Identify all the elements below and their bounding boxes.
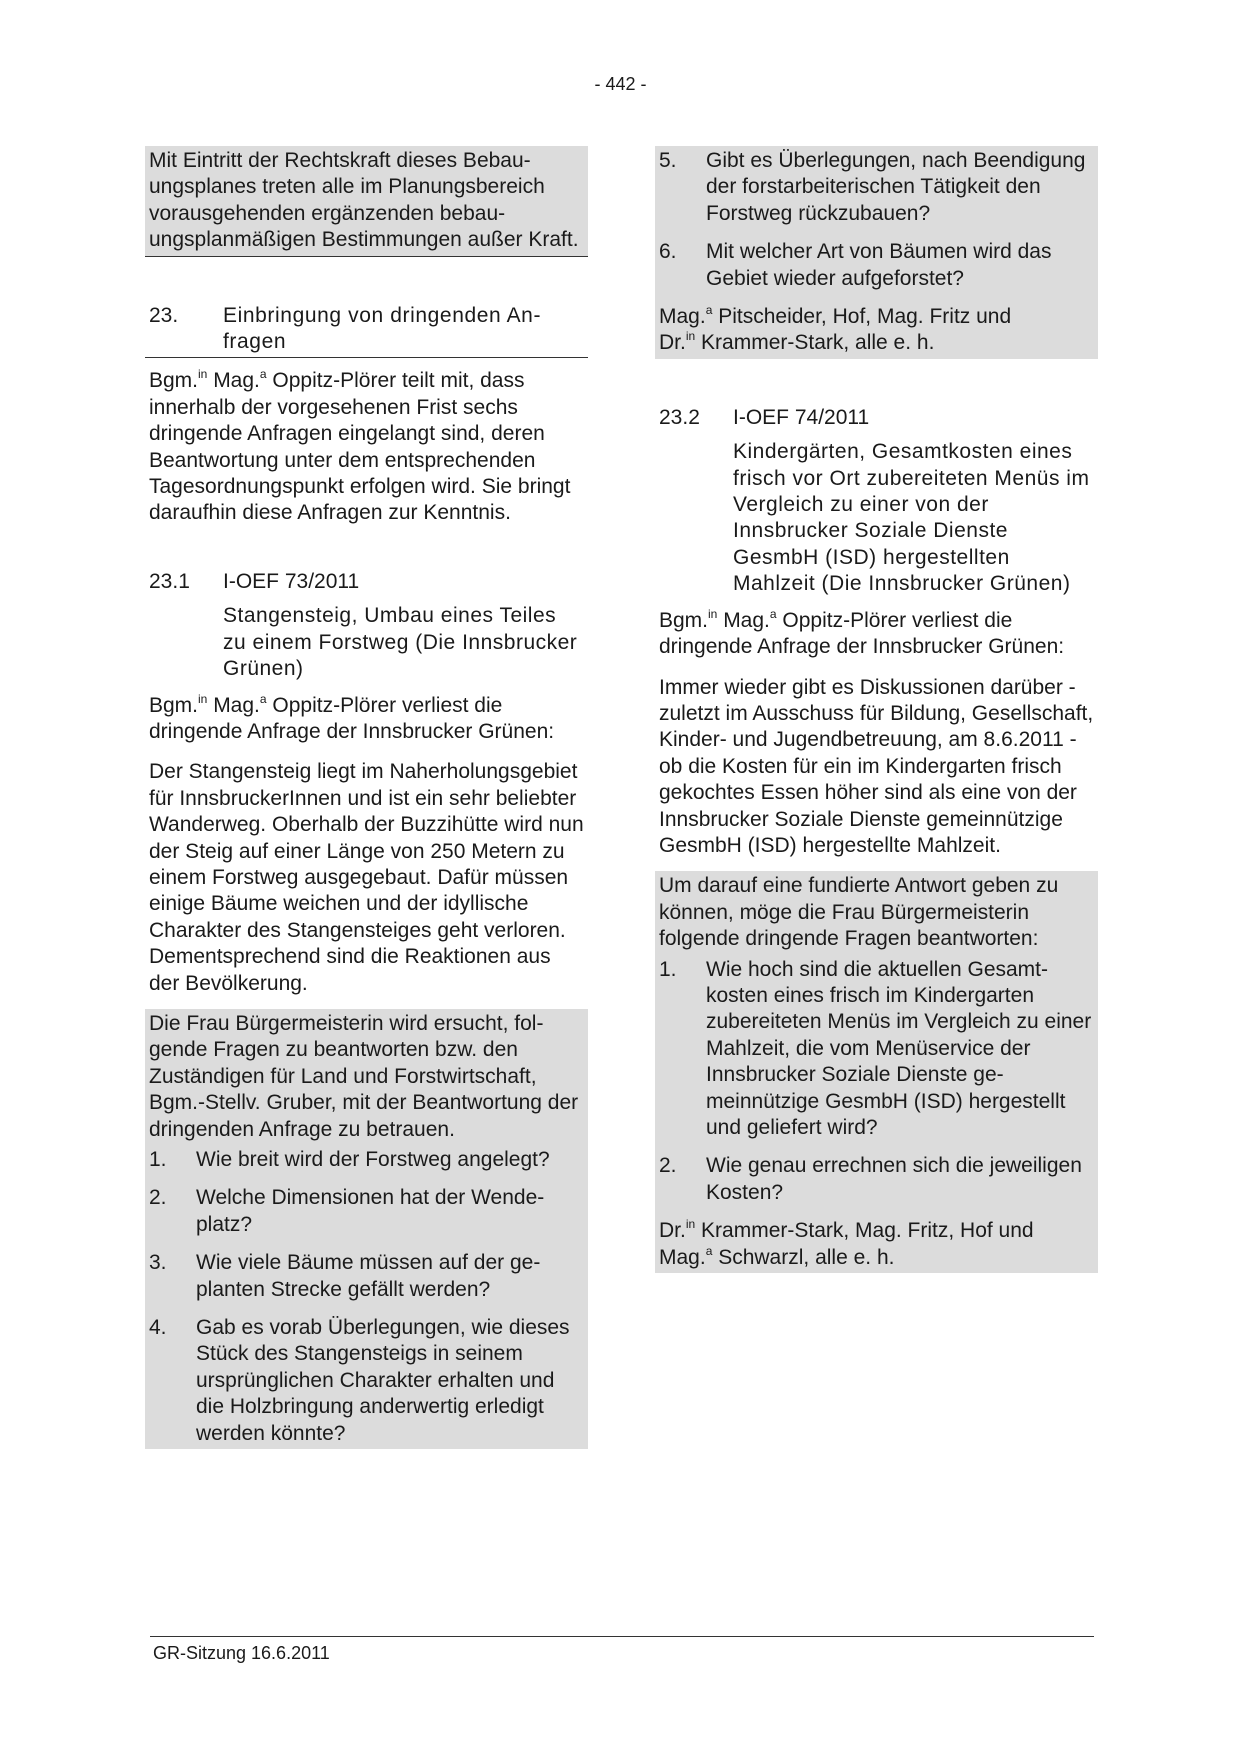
sub-23-2-heading — [655, 405, 1098, 431]
sub-23-2-title: Kindergärten, Gesamtkosten eines frisch vor Ort zubereiteten Menüs im Vergleich zu einer von der Innsbrucker Soziale Dienste GesmbH (ISD) hergestellten Mahlzeit (Die Innsbrucker Grünen) — [733, 440, 1090, 596]
section-23-heading — [145, 303, 588, 359]
footer-text: GR-Sitzung 16.6.2011 — [153, 1643, 330, 1663]
question-list-right-2 — [655, 955, 1098, 1209]
sub-23-1-body: Der Stangensteig liegt im Naherholungsgebiet für InnsbruckerInnen und ist ein sehr beliebter Wanderweg. Oberhalb der Buzzihütte wird nun der Steig auf einer Länge von 250 Metern zu einem Forstweg ausgegebaut. Dafür müssen einige Bäume weichen und der idyllische Charakter des Stangensteiges geht verloren. Dementsprechend sind die Reaktionen aus der Bevölkerung. — [149, 760, 584, 995]
sub-23-1-heading — [145, 569, 588, 595]
question-text: Wie breit wird der Forstweg angelegt? — [196, 1148, 550, 1171]
question-text: Welche Dimensionen hat der Wendeplatz? — [196, 1186, 545, 1236]
question-item — [655, 955, 1098, 1144]
question-number: 6. — [659, 240, 677, 264]
question-number: 3. — [149, 1251, 167, 1275]
section-23-paragraph: Bgm.$^{in}$ Mag.$^a$ Oppitz-Plörer teilt mit, dass innerhalb der vorgesehenen Frist sechs dringende Anfragen eingelangt sind, deren Beantwortung unter dem entsprechenden Tagesordnungspunkt erfolgen wird. Sie bringt daraufhin diese Anfragen zur Kenntnis. — [149, 367, 571, 525]
question-text: Mit welcher Art von Bäumen wird das Gebiet wieder aufgeforstet? — [706, 240, 1052, 290]
sub-23-2-reads: Bgm.$^{in}$ Mag.$^a$ Oppitz-Plörer verliest die dringende Anfrage der Innsbrucker Grünen: — [659, 606, 1065, 659]
sub-23-2-request-block — [655, 871, 1098, 1273]
sub-23-1-number: 23.1 — [149, 569, 190, 593]
sub-23-1-request-block — [145, 1009, 588, 1449]
signers-23-1: Mag.$^a$ Pitscheider, Hof, Mag. Fritz und Dr.$^{in}$ Krammer-Stark, alle e. h. — [659, 303, 1012, 355]
sub-23-2-number: 23.2 — [659, 405, 700, 429]
question-item — [655, 1151, 1098, 1208]
question-text: Wie genau errechnen sich die jeweiligen Kosten? — [706, 1154, 1082, 1204]
question-list-right — [655, 146, 1098, 294]
sub-23-2-id: I-OEF 74/2011 — [733, 405, 870, 429]
page-number: - 442 - — [594, 74, 647, 94]
sub-23-2-body: Immer wieder gibt es Diskussionen darüber - zuletzt im Ausschuss für Bildung, Gesellschaft, Kinder- und Jugendbetreuung, am 8.6.2011 - ob die Kosten für ein im Kindergarten frisch gekochtes Essen höher sind als eine von der Innsbrucker Soziale Dienste gemeinnützige GesmbH (ISD) hergestellte Mahlzeit. — [659, 675, 1094, 857]
section-23-title: Einbringung von dringenden Anfragen — [223, 303, 541, 354]
question-number: 5. — [659, 149, 677, 172]
sub-23-1-request: Die Frau Bürgermeisterin wird ersucht, folgende Fragen zu beantworten bzw. den Zuständigen für Land und Forstwirtschaft, Bgm.-Stellv. Gruber, mit der Beantwortung der dringenden Anfrage zu betrauen. — [149, 1011, 579, 1141]
signers-23-2: Dr.$^{in}$ Krammer-Stark, Mag. Fritz, Hof und Mag.$^a$ Schwarzl, alle e. h. — [659, 1217, 1034, 1269]
question-item — [145, 1248, 588, 1305]
question-number: 1. — [659, 957, 677, 981]
question-item — [655, 146, 1098, 229]
question-item — [145, 1183, 588, 1240]
question-number: 4. — [149, 1316, 167, 1340]
question-text: Gibt es Überlegungen, nach Beendigung der forstarbeiterischen Tätigkeit den Forstweg rückzubauen? — [706, 149, 1086, 225]
question-text: Wie viele Bäume müssen auf der geplanten Strecke gefällt werden? — [196, 1251, 541, 1301]
question-number: 2. — [659, 1154, 677, 1178]
right-top-block — [655, 146, 1098, 359]
sub-23-1-title: Stangensteig, Umbau eines Teiles zu einem Forstweg (Die Innsbrucker Grünen) — [223, 604, 578, 681]
question-number: 2. — [149, 1186, 167, 1210]
sub-23-1-reads: Bgm.$^{in}$ Mag.$^a$ Oppitz-Plörer verliest die dringende Anfrage der Innsbrucker Grünen: — [149, 691, 555, 743]
question-item — [145, 1145, 588, 1175]
question-list-left — [145, 1145, 588, 1449]
question-text: Wie hoch sind die aktuellen Gesamtkosten eines frisch im Kindergarten zubereiteten Menüs im Vergleich zu einer Mahlzeit, die vom Menüservice der Innsbrucker Soziale Dienste gemeinnützige GesmbH (ISD) hergestellt und geliefert wird? — [706, 957, 1092, 1139]
footer-rule — [150, 1636, 1094, 1637]
right-column — [655, 146, 1098, 1273]
section-23-number: 23. — [149, 303, 179, 327]
left-column — [145, 146, 588, 1449]
question-number: 1. — [149, 1148, 167, 1171]
question-item — [655, 237, 1098, 294]
question-text: Gab es vorab Überlegungen, wie dieses Stück des Stangensteigs in seinem ursprünglichen Charakter erhalten und die Holzbringung anderwertig erledigt werden könnte? — [196, 1316, 570, 1445]
question-item — [145, 1313, 588, 1449]
sub-23-1-id: I-OEF 73/2011 — [223, 569, 360, 593]
intro-paragraph: Mit Eintritt der Rechtskraft dieses Bebauungsplanes treten alle im Planungsbereich vorausgehenden ergänzenden bebauungsplanmäßigen Bestimmungen außer Kraft. — [145, 146, 588, 257]
sub-23-2-request: Um darauf eine fundierte Antwort geben zu können, möge die Frau Bürgermeisterin folgende dringende Fragen beantworten: — [659, 874, 1059, 951]
